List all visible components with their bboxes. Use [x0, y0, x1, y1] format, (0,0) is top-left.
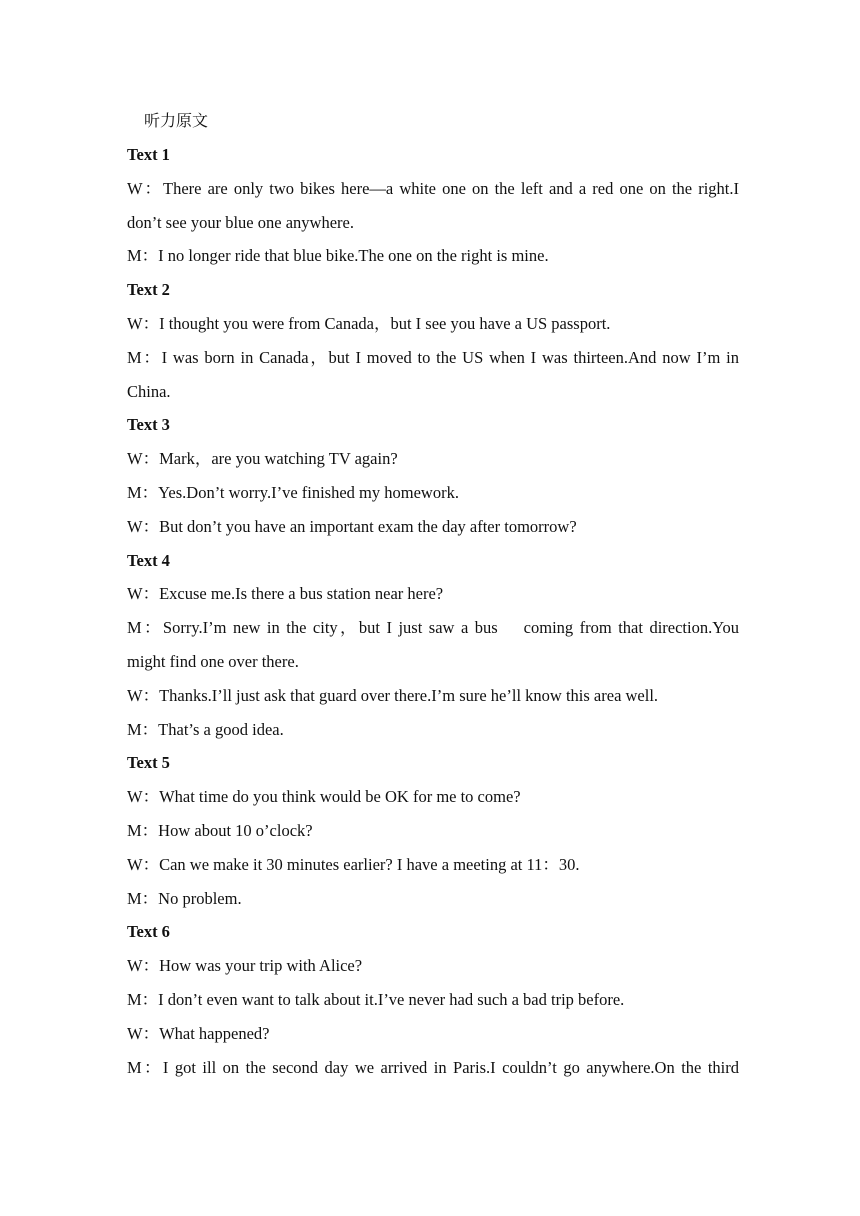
section-heading: Text 6 — [127, 922, 170, 942]
dialogue-line-part: W：There are only two bikes here—a white one on the left and a red one on the right.I — [127, 178, 739, 198]
section-heading: Text 5 — [127, 753, 170, 773]
dialogue-line: W：I thought you were from Canada，but I see you have a US passport. — [127, 313, 611, 333]
dialogue-line-part: M：I was born in Canada，but I moved to the US when I was thirteen.And now I’m in — [127, 347, 739, 367]
dialogue-line — [127, 172, 739, 240]
dialogue-line: W：What happened? — [127, 1023, 270, 1043]
dialogue-line: M：That’s a good idea. — [127, 719, 284, 739]
dialogue-line — [127, 611, 739, 679]
dialogue-line — [127, 341, 739, 409]
dialogue-line: M：I no longer ride that blue bike.The one on the right is mine. — [127, 246, 549, 266]
dialogue-line: M：How about 10 o’clock? — [127, 820, 313, 840]
dialogue-line-part: might find one over there. — [127, 651, 299, 671]
section-heading: Text 2 — [127, 280, 170, 300]
dialogue-line: M：Yes.Don’t worry.I’ve finished my homework. — [127, 482, 459, 502]
dialogue-line — [127, 1051, 739, 1085]
section-heading: Text 1 — [127, 145, 170, 164]
section-heading: Text 3 — [127, 415, 170, 435]
dialogue-line-part: don’t see your blue one anywhere. — [127, 212, 354, 232]
dialogue-line: W：Can we make it 30 minutes earlier? I have a meeting at 11：30. — [127, 854, 580, 874]
dialogue-line: M：I don’t even want to talk about it.I’ve never had such a bad trip before. — [127, 989, 625, 1009]
section-heading: Text 4 — [127, 550, 170, 570]
dialogue-line: W：What time do you think would be OK for me to come? — [127, 787, 521, 807]
dialogue-line: W：Mark，are you watching TV again? — [127, 449, 398, 469]
document-content — [127, 104, 739, 1084]
dialogue-line-part: M：Sorry.I’m new in the city，but I just saw a bus coming from that direction.You — [127, 618, 739, 638]
dialogue-line: W：Thanks.I’ll just ask that guard over there.I’m sure he’ll know this area well. — [127, 685, 659, 705]
dialogue-line-part: China. — [127, 381, 171, 401]
dialogue-line: W：How was your trip with Alice? — [127, 956, 363, 976]
dialogue-line: M：No problem. — [127, 888, 242, 908]
document-title: 听力原文 — [144, 111, 209, 130]
dialogue-line-part: M：I got ill on the second day we arrived in Paris.I couldn’t go anywhere.On the third — [127, 1057, 739, 1077]
dialogue-line: W：Excuse me.Is there a bus station near here? — [127, 584, 444, 604]
dialogue-line: W：But don’t you have an important exam the day after tomorrow? — [127, 516, 577, 536]
